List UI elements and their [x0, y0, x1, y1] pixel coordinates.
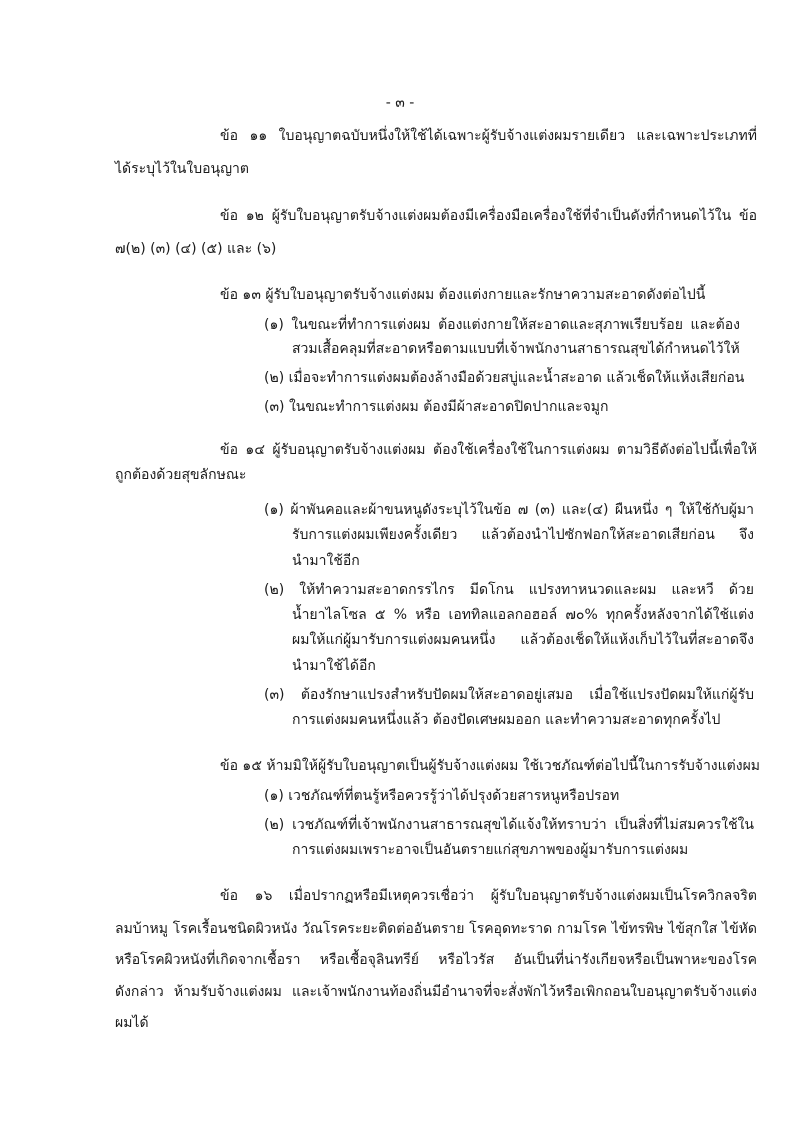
clause-12-line-2: ๗(๒) (๓) (๔) (๕) และ (๖): [115, 241, 277, 257]
clause-14-line-2: ถูกต้องด้วยสุขลักษณะ: [115, 467, 247, 483]
clause-13-item-2: (๒) เมื่อจะทำการแต่งผมต้องล้างมือด้วยสบู่และน้ำสะอาด แล้วเช็ดให้แห้งเสียก่อน: [264, 370, 745, 386]
clause-14-item-2-line-3: ผมให้แก่ผู้มารับการแต่งผมคนหนึ่ง แล้วต้องเช็ดให้แห้งเก็บไว้ในที่สะอาดจึง: [292, 632, 754, 648]
clause-14-item-1-line-3: นำมาใช้อีก: [292, 553, 360, 569]
clause-11-line-1: ข้อ ๑๑ ใบอนุญาตฉบับหนึ่งให้ใช้ได้เฉพาะผู้รับจ้างแต่งผมรายเดียว และเฉพาะประเภทที่: [220, 128, 757, 144]
clause-14-item-2-line-2: น้ำยาไลโซล ๕ % หรือ เอททิลแอลกอฮอล์ ๗๐% ทุกครั้งหลังจากได้ใช้แต่ง: [292, 607, 754, 623]
clause-14-item-1-line-1: (๑) ผ้าพันคอและผ้าขนหนูดังระบุไว้ในข้อ ๗ (๓) และ(๔) ผืนหนึ่ง ๆ ให้ใช้กับผู้มา: [264, 502, 754, 518]
clause-13-item-3: (๓) ในขณะทำการแต่งผม ต้องมีผ้าสะอาดปิดปากและจมูก: [264, 399, 609, 415]
clause-16-line-1: ข้อ ๑๖ เมื่อปรากฏหรือมีเหตุควรเชื่อว่า ผู้รับใบอนุญาตรับจ้างแต่งผมเป็นโรควิกลจริต: [220, 888, 757, 904]
clause-13-heading: ข้อ ๑๓ ผู้รับใบอนุญาตรับจ้างแต่งผม ต้องแต่งกายและรักษาความสะอาดดังต่อไปนี้: [220, 287, 706, 303]
clause-15-heading: ข้อ ๑๕ ห้ามมิให้ผู้รับใบอนุญาตเป็นผู้รับจ้างแต่งผม ใช้เวชภัณฑ์ต่อไปนี้ในการรับจ้างแต่งผม: [220, 758, 761, 774]
clause-12-line-1: ข้อ ๑๒ ผู้รับใบอนุญาตรับจ้างแต่งผมต้องมีเครื่องมือเครื่องใช้ที่จำเป็นดังที่กำหนดไว้ใน ข้อ: [220, 208, 757, 224]
clause-14-item-2-line-1: (๒) ให้ทำความสะอาดกรรไกร มีดโกน แปรงทาหนวดและผม และหวี ด้วย: [264, 582, 754, 598]
clause-13-item-1-line-2: สวมเสื้อคลุมที่สะอาดหรือตามแบบที่เจ้าพนักงานสาธารณสุขได้กำหนดไว้ให้: [292, 341, 740, 357]
clause-14-item-3-line-2: การแต่งผมคนหนึ่งแล้ว ต้องปัดเศษผมออก และทำความสะอาดทุกครั้งไป: [292, 712, 721, 728]
clause-14-item-1-line-2: รับการแต่งผมเพียงครั้งเดียว แล้วต้องนำไปซักฟอกให้สะอาดเสียก่อน จึง: [292, 527, 754, 543]
clause-15-item-2-line-1: (๒) เวชภัณฑ์ที่เจ้าพนักงานสาธารณสุขได้แจ้งให้ทราบว่า เป็นสิ่งที่ไม่สมควรใช้ใน: [264, 817, 754, 833]
clause-15-item-2-line-2: การแต่งผมเพราะอาจเป็นอันตรายแก่สุขภาพของผู้มารับการแต่งผม: [292, 842, 689, 858]
clause-16-line-4: ดังกล่าว ห้ามรับจ้างแต่งผม และเจ้าพนักงานท้องถิ่นมีอำนาจที่จะสั่งพักไว้หรือเพิกถอนใบอนุญาตรับจ้างแต่ง: [115, 984, 757, 1000]
clause-14-line-1: ข้อ ๑๔ ผู้รับอนุญาตรับจ้างแต่งผม ต้องใช้เครื่องใช้ในการแต่งผม ตามวิธีดังต่อไปนี้เพื่อให้: [220, 442, 757, 458]
clause-13-item-1-line-1: (๑) ในขณะที่ทำการแต่งผม ต้องแต่งกายให้สะอาดและสุภาพเรียบร้อย และต้อง: [264, 317, 740, 333]
clause-16-line-2: ลมบ้าหมู โรคเรื้อนชนิดผิวหนัง วัณโรคระยะติดต่ออันตราย โรคอุดทะราด กามโรค ไข้ทรพิษ ไข้สุกใส ไข้หัด: [115, 921, 757, 937]
clause-16-line-5: ผมได้: [115, 1015, 149, 1031]
clause-15-item-1: (๑) เวชภัณฑ์ที่ตนรู้หรือควรรู้ว่าได้ปรุงด้วยสารหนูหรือปรอท: [264, 788, 620, 804]
clause-14-item-3-line-1: (๓) ต้องรักษาแปรงสำหรับปัดผมให้สะอาดอยู่เสมอ เมื่อใช้แปรงปัดผมให้แก่ผู้รับ: [264, 687, 754, 703]
clause-16-line-3: หรือโรคผิวหนังที่เกิดจากเชื้อรา หรือเชื้อจุลินทรีย์ หรือไวรัส อันเป็นที่น่ารังเกียจหรือเป็นพาหะของโรค: [115, 952, 757, 968]
clause-11-line-2: ได้ระบุไว้ในใบอนุญาต: [115, 161, 249, 177]
page-number: - ๓ -: [385, 95, 415, 111]
clause-14-item-2-line-4: นำมาใช้ได้อีก: [292, 658, 376, 674]
